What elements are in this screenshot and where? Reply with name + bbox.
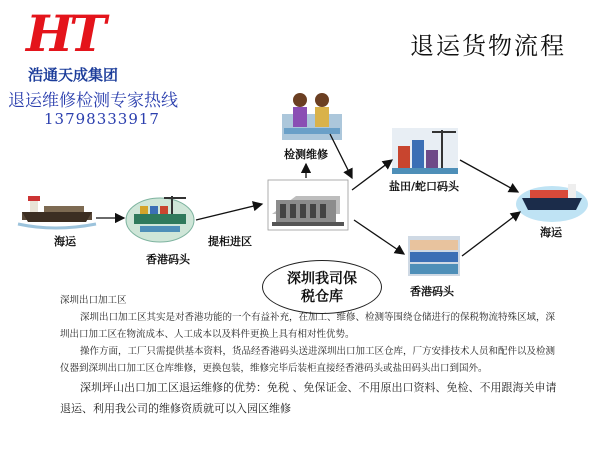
arrow-yantian-to-ship (460, 160, 518, 192)
arrow-warehouse-to-yantian (352, 160, 392, 190)
description-heading: 深圳出口加工区 (60, 295, 127, 306)
hk-port-left-icon (126, 196, 194, 242)
page-title: 退运货物流程 (410, 32, 566, 60)
node-label-yantian-shekou: 盐田/蛇口码头 (389, 180, 460, 193)
node-label-inspection: 检测维修 (284, 148, 328, 161)
ht-logo: HT (26, 4, 103, 63)
description-paragraph-1: 深圳出口加工区其实是对香港功能的一个有益补充，在加工、维修、检测等围绕仓储进行的保税物流特殊区域，深圳出口加工区在物流成本、人工成本以及料件更换上具有相对性优势。 (60, 312, 556, 340)
node-label-sea-left: 海运 (54, 235, 76, 248)
warehouse-icon (268, 180, 348, 230)
arrow-warehouse-to-hk-right (354, 220, 404, 254)
node-label-sea-right: 海运 (540, 226, 562, 239)
hk-port-right-icon (408, 236, 460, 276)
technicians-icon (282, 93, 342, 140)
node-label-pickup: 提柜进区 (208, 235, 252, 248)
warehouse-callout-line1: 深圳我司保 (287, 271, 357, 287)
node-label-hk-port-left: 香港码头 (146, 253, 190, 266)
description-text (60, 292, 560, 419)
phone-number: 13798333917 (44, 110, 160, 128)
hotline-slogan: 退运维修检测专家热线 (8, 91, 178, 111)
arrow-hk-right-to-ship (462, 212, 520, 256)
yantian-shekou-port-icon (392, 128, 458, 174)
cargo-ship-right-icon (516, 184, 588, 222)
description-paragraph-3: 深圳坪山出口加工区退运维修的优势：免税 、免保证金、不用原出口资料、免检、不用跟海关申请退运、利用我公司的维修资质就可以入园区维修 (60, 381, 557, 415)
cargo-ship-left-icon (18, 196, 96, 228)
company-name: 浩通天成集团 (28, 66, 119, 84)
arrow-inspection-to-warehouse (330, 134, 352, 178)
node-label-hk-port-right: 香港码头 (410, 285, 454, 298)
description-paragraph-2: 操作方面，工厂只需提供基本资料，货品经香港码头送进深圳出口加工区仓库，厂方安排技术人员和配件以及检测仪器到深圳出口加工区仓库维修，更换包装，维修完毕后装柜直接经香港码头或盐田码头出口到国外。 (60, 346, 556, 374)
warehouse-callout-line2: 税仓库 (301, 289, 343, 305)
arrow-hk-to-warehouse (196, 204, 262, 220)
